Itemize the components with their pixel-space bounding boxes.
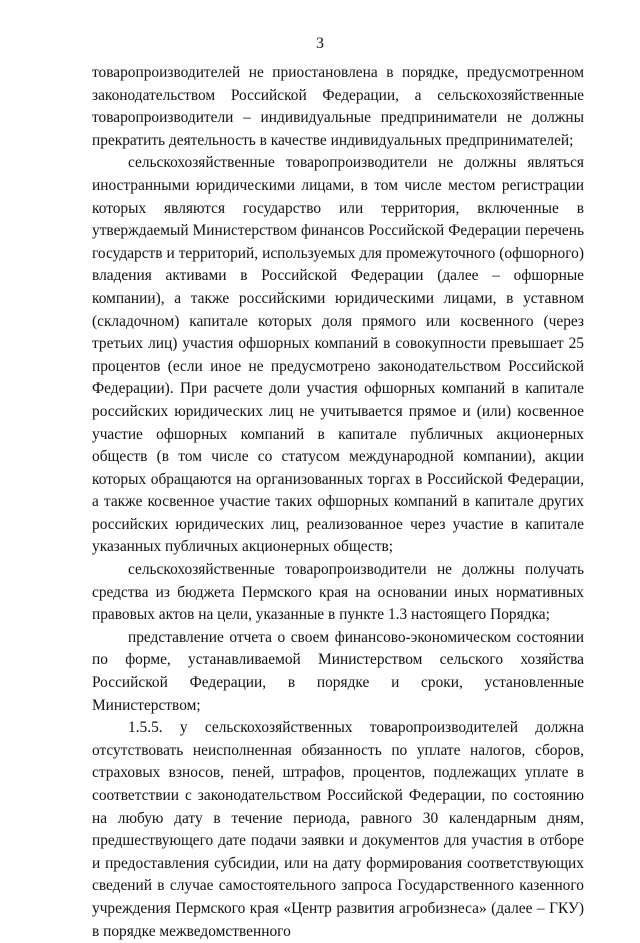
paragraph-budget-funds: сельскохозяйственные товаропроизводители не должны получать средства из бюджета Пермского края на основании иных нормативных правовых актов на цели, указанные в пункте 1.3 настоящего Порядка; (92, 561, 584, 624)
document-body (92, 62, 584, 943)
paragraph-clause-1-5-5: 1.5.5. у сельскохозяйственных товаропроизводителей должна отсутствовать неисполненная обязанность по уплате налогов, сборов, страховых взносов, пеней, штрафов, процентов, подлежащих уплате в соответствии с законодательством Российской Федерации, по состоянию на любую дату в течение периода, равного 30 календарным дням, предшествующего дате подачи заявки и документов для участия в отборе и предоставления субсидии, или на дату формирования соответствующих сведений в случае самостоятельного запроса Государственного казенного учреждения Пермского края «Центр развития агробизнеса» (далее – ГКУ) в порядке межведомственного (92, 719, 584, 940)
paragraph-financial-report: представление отчета о своем финансово-экономическом состоянии по форме, устанавливаемой Министерством сельского хозяйства Российской Федерации, в порядке и сроки, установленные Министерством; (92, 628, 584, 714)
paragraph-offshore-requirement: сельскохозяйственные товаропроизводители не должны являться иностранными юридическими лицами, в том числе местом регистрации которых являются государство или территория, включенные в утверждаемый Министерством финансов Российской Федерации перечень государств и территорий, используемых для промежуточного (офшорного) владения активами в Российской Федерации (далее – офшорные компании), а также российскими юридическими лицами, в уставном (складочном) капитале которых доля прямого или косвенного (через третьих лиц) участия офшорных компаний в совокупности превышает 25 процентов (если иное не предусмотрено законодательством Российской Федерации). При расчете доли участия офшорных компаний в капитале российских юридических лиц не учитывается прямое и (или) косвенное участие офшорных компаний в капитале публичных акционерных обществ (в том числе со статусом международной компании), акции которых обращаются на организованных торгах в Российской Федерации, а также косвенное участие таких офшорных компаний в капитале других российских юридических лиц, реализованное через участие в капитале указанных публичных акционерных обществ; (92, 154, 584, 556)
page-number: 3 (316, 35, 324, 52)
paragraph-continuation: товаропроизводителей не приостановлена в порядке, предусмотренном законодательством Российской Федерации, а сельскохозяйственные товаропроизводители – индивидуальные предприниматели не должны прекратить деятельность в качестве индивидуальных предпринимателей; (92, 64, 584, 149)
